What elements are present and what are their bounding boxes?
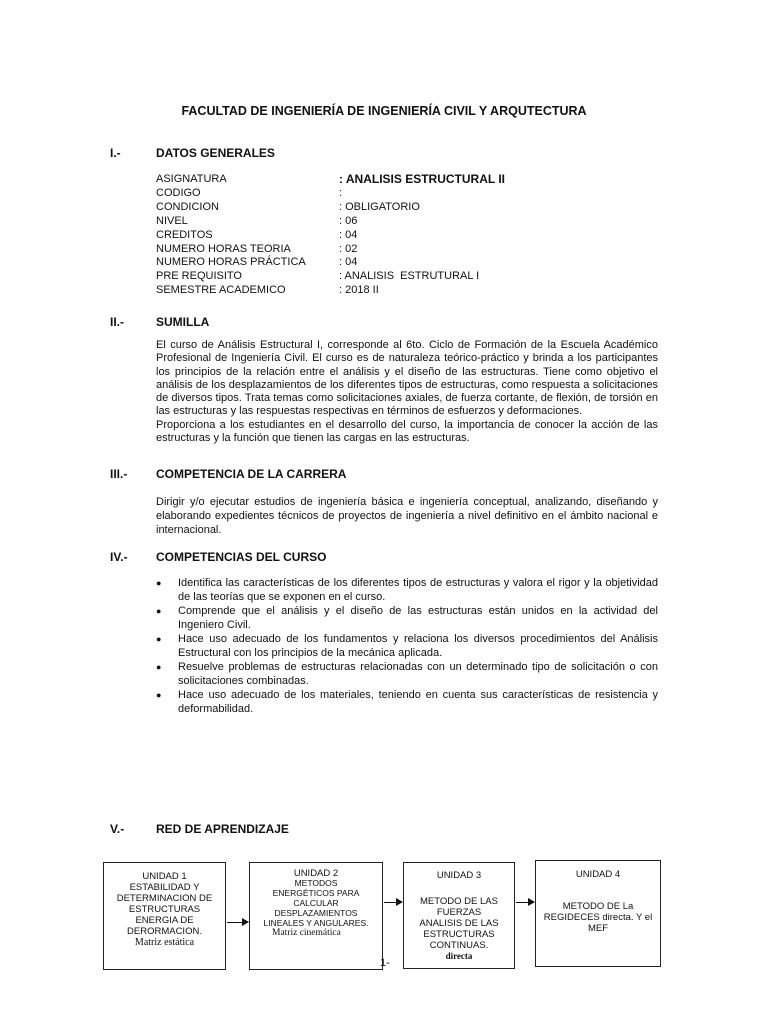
section-title-competencia-carrera: COMPETENCIA DE LA CARRERA xyxy=(156,467,347,481)
list-item-text: Identifica las características de los diferentes tipos de estructuras y valora el rigor y la objetividad de las teorías que se exponen en el curso. xyxy=(178,577,658,603)
general-row xyxy=(156,187,505,201)
list-item xyxy=(156,632,658,660)
unit-1-box xyxy=(103,862,226,970)
bullet-icon: ● xyxy=(156,606,162,616)
unit-3-box xyxy=(403,862,515,969)
list-item xyxy=(156,576,658,604)
list-item-text: Comprende que el análisis y el diseño de las estructuras están unidos en la actividad del Ingeniero Civil. xyxy=(178,605,658,631)
unit-4-box xyxy=(535,860,661,967)
arrow-1-2 xyxy=(227,922,243,923)
general-row xyxy=(156,201,505,215)
general-value: : 2018 II xyxy=(339,284,379,297)
unit-2-line: Matriz cinemática xyxy=(272,928,341,938)
section-number-4: IV.- xyxy=(110,550,128,564)
general-row xyxy=(156,256,505,270)
list-item-text: Hace uso adecuado de los fundamentos y relaciona los diversos procedimientos del Análisis Estructural con los principios de la mecánica aplicada. xyxy=(178,633,658,659)
bullet-icon: ● xyxy=(156,662,162,672)
list-item xyxy=(156,688,658,716)
general-value: : OBLIGATORIO xyxy=(339,200,420,213)
arrowhead-3-4 xyxy=(528,898,535,906)
competencias-list xyxy=(156,576,658,716)
unit-1-line: ESTRUCTURAS xyxy=(128,904,201,915)
general-row xyxy=(156,215,505,229)
list-item-text: Hace uso adecuado de los materiales, teniendo en cuenta sus características de resistencia y deformabilidad. xyxy=(178,689,658,715)
unit-4-title: UNIDAD 4 xyxy=(575,869,621,880)
general-value: : xyxy=(339,186,343,199)
unit-2-line: DESPLAZAMIENTOS xyxy=(274,908,358,918)
general-row xyxy=(156,270,505,284)
arrowhead-1-2 xyxy=(242,918,249,926)
sumilla-paragraph-2: Proporciona a los estudiantes en el desarrollo del curso, la importancia de conocer la acción de las estructuras y la función que tienen las cargas en las estructuras. xyxy=(156,418,658,445)
unit-1-line: Matriz estática xyxy=(134,937,195,948)
bullet-icon: ● xyxy=(156,578,162,588)
section-number-2: II.- xyxy=(110,315,124,329)
unit-1-line: DETERMINACION DE xyxy=(116,893,213,904)
competencia-carrera-text: Dirigir y/o ejecutar estudios de ingeniería básica e ingeniería conceptual, analizando, diseñando y elaborando expedientes técnicos de proyectos de ingeniería a nivel definitivo en el ámbito nacional e internacional. xyxy=(156,496,658,536)
unit-2-line: LINEALES Y ANGULARES. xyxy=(263,918,369,928)
section-title-sumilla: SUMILLA xyxy=(156,315,210,329)
unit-2-line: CALCULAR xyxy=(293,898,339,908)
document-title: FACULTAD DE INGENIERÍA DE INGENIERÍA CIVIL Y ARQUTECTURA xyxy=(181,104,587,118)
unit-3-line: ANALISIS DE LAS xyxy=(419,918,499,929)
section-title-competencias-curso: COMPETENCIAS DEL CURSO xyxy=(156,550,327,564)
arrowhead-2-3 xyxy=(396,898,403,906)
general-label: NUMERO HORAS TEORIA xyxy=(156,242,291,255)
unit-3-line: ESTRUCTURAS xyxy=(423,929,495,940)
general-label: SEMESTRE ACADEMICO xyxy=(156,284,286,297)
unit-3-line: METODO DE LAS xyxy=(420,896,498,907)
section-title-red-aprendizaje: RED DE APRENDIZAJE xyxy=(156,822,289,836)
general-row xyxy=(156,284,505,298)
general-label: PRE REQUISITO xyxy=(156,270,242,283)
unit-3-title: UNIDAD 3 xyxy=(436,870,482,881)
unit-4-line: METODO DE La xyxy=(562,901,634,912)
section-number-3: III.- xyxy=(110,467,128,481)
general-label: CODIGO xyxy=(156,186,201,199)
general-label: ASIGNATURA xyxy=(156,173,227,185)
general-value: : ANALISIS ESTRUCTURAL II xyxy=(339,172,506,186)
unit-1-title: UNIDAD 1 xyxy=(142,871,187,882)
section-number-5: V.- xyxy=(110,822,125,836)
general-row xyxy=(156,173,505,187)
general-data-table xyxy=(156,173,505,298)
general-value: : 02 xyxy=(339,242,358,255)
unit-2-box xyxy=(249,862,383,970)
unit-4-line: REGIDECES directa. Y el xyxy=(543,912,653,923)
unit-1-line: DERORMACION. xyxy=(127,926,202,937)
unit-2-line: ENERGÉTICOS PARA xyxy=(272,888,360,898)
general-label: NIVEL xyxy=(156,214,188,227)
bullet-icon: ● xyxy=(156,634,162,644)
general-row xyxy=(156,243,505,257)
section-number-1: I.- xyxy=(110,146,121,160)
list-item-text: Resuelve problemas de estructuras relacionadas con un determinado tipo de solicitación o con solicitaciones combinadas. xyxy=(178,661,658,687)
list-item xyxy=(156,660,658,688)
general-label: CONDICION xyxy=(156,200,219,213)
unit-1-line: ESTABILIDAD Y xyxy=(129,882,200,893)
general-label: NUMERO HORAS PRÁCTICA xyxy=(156,256,306,269)
general-value: : 06 xyxy=(339,214,358,227)
section-title-datos-generales: DATOS GENERALES xyxy=(156,146,275,160)
sumilla-text xyxy=(156,339,658,445)
general-value: : 04 xyxy=(339,228,358,241)
unit-1-line: ENERGIA DE xyxy=(135,915,194,926)
unit-2-line: METODOS xyxy=(294,878,338,888)
page-number: 1- xyxy=(380,957,390,969)
unit-2-title: UNIDAD 2 xyxy=(293,868,339,879)
general-row xyxy=(156,229,505,243)
list-item xyxy=(156,604,658,632)
unit-3-line: CONTINUAS. xyxy=(429,940,489,951)
sumilla-paragraph-1: El curso de Análisis Estructural I, corresponde al 6to. Ciclo de Formación de la Escuela Académico Profesional de Ingeniería Civil. El curso es de naturaleza teórico-práctico y brinda a los participantes los principios de la relación entre el análisis y el diseño de las estructuras. Tiene como objetivo el análisis de los desplazamientos de los diferentes tipos de estructuras, como respuesta a solicitaciones de diversos tipos. Trata temas como solicitaciones axiales, de fuerza cortante, de flexión, de torsión en las estructuras y las respuestas respectivas en términos de esfuerzos y deformaciones. xyxy=(156,339,658,418)
general-value: : 04 xyxy=(339,256,358,269)
bullet-icon: ● xyxy=(156,690,162,700)
unit-4-line: MEF xyxy=(587,923,609,934)
unit-3-line: FUERZAS xyxy=(436,907,482,918)
general-value: : ANALISIS ESTRUTURAL I xyxy=(339,270,480,283)
unit-3-line: directa xyxy=(445,951,473,961)
general-label: CREDITOS xyxy=(156,228,213,241)
